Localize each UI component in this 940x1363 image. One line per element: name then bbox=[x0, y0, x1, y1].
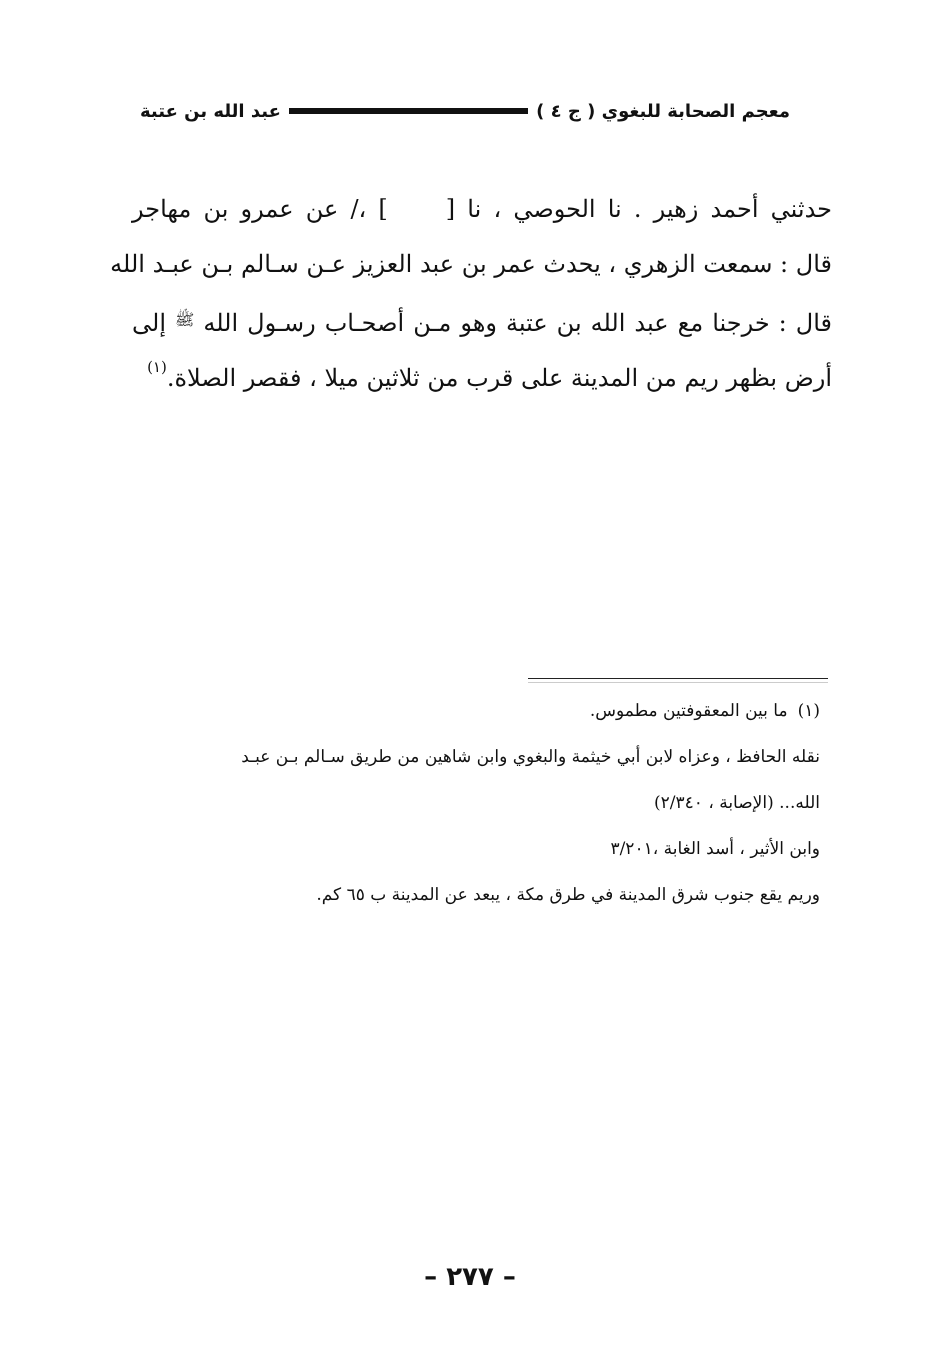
footnote-4-text: وريم يقع جنوب شرق المدينة في طرق مكة ، يبعد عن المدينة ب ٦٥ كم. bbox=[316, 885, 820, 905]
footnote-separator bbox=[528, 678, 828, 679]
text-line-4 bbox=[132, 351, 832, 406]
page-number: – ٢٧٧ – bbox=[424, 1262, 516, 1292]
footnote-1 bbox=[140, 700, 820, 722]
footnote-number: (١) bbox=[797, 701, 820, 721]
text-line-4-body: أرض بظهر ريم من المدينة على قرب من ثلاثين ميلا ، فقصر الصلاة. bbox=[166, 364, 832, 392]
text-line-1 bbox=[132, 182, 832, 237]
text-line-1-part-b: ] ،/ عن عمرو بن مهاجر bbox=[132, 195, 388, 223]
text-line-2: قال : سمعت الزهري ، يحدث عمر بن عبد العزيز عـن سـالم بـن عبـد الله bbox=[110, 250, 832, 278]
text-line-3-part-b: إلى bbox=[132, 309, 166, 337]
running-header bbox=[140, 96, 790, 126]
footnote-4 bbox=[140, 884, 820, 906]
text-line-1-part-a: حدثني أحمد زهير . نا الحوصي ، نا [ bbox=[445, 195, 832, 223]
footnote-2 bbox=[140, 746, 820, 814]
text-line-3-part-a: قال : خرجنا مع عبد الله بن عتبة وهو مـن أصحـاب رسـول الله bbox=[203, 309, 832, 337]
footnote-2-line-2: الله... (الإصابة ، ٢/٣٤٠) bbox=[654, 793, 820, 813]
footnote-1-text: ما بين المعقوفتين مطموس. bbox=[589, 701, 788, 721]
footnote-3-text: وابن الأثير ، أسد الغابة ،٣/٢٠١ bbox=[610, 839, 820, 859]
footnote-3 bbox=[140, 838, 820, 860]
book-title: معجم الصحابة للبغوي ( ج ٤ ) bbox=[536, 100, 790, 122]
footnote-separator-shadow bbox=[528, 682, 828, 683]
text-line-3 bbox=[132, 292, 832, 351]
footnote-reference: (١) bbox=[147, 358, 167, 376]
honorific-glyph: ﷺ bbox=[175, 310, 195, 329]
footnotes bbox=[140, 700, 820, 930]
header-rule bbox=[289, 108, 528, 114]
section-title: عبد الله بن عتبة bbox=[140, 100, 281, 122]
main-text bbox=[110, 182, 832, 406]
footnote-2-line-1: نقله الحافظ ، وعزاه لابن أبي خيثمة والبغوي وابن شاهين من طريق سـالم بـن عبـد bbox=[241, 747, 820, 767]
